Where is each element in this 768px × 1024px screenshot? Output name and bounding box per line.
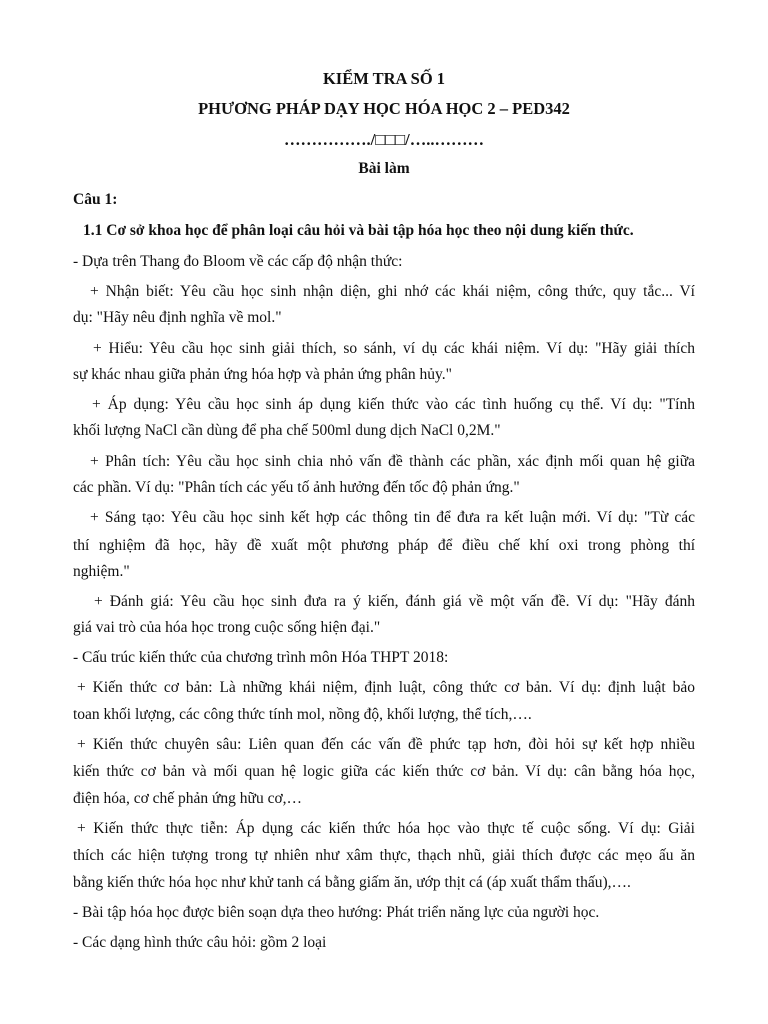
paragraph-line: toan khối lượng, các công thức tính mol, nồng độ, khối lượng, thể tích,…. — [73, 706, 532, 723]
paragraph-line: + Hiểu: Yêu cầu học sinh giải thích, so sánh, ví dụ các khái niệm. Ví dụ: "Hãy giải thích — [93, 340, 695, 357]
paragraph-line: thích các hiện tượng trong tự nhiên như xâm thực, thạch nhũ, giải thích được các mẹo ấu ăn — [73, 847, 695, 864]
paragraph-line: sự khác nhau giữa phản ứng hóa hợp và phản ứng phân hủy." — [73, 366, 453, 383]
paragraph-line: - Cấu trúc kiến thức của chương trình môn Hóa THPT 2018: — [73, 649, 449, 666]
paragraph-line: - Dựa trên Thang đo Bloom về các cấp độ nhận thức: — [73, 253, 403, 270]
paragraph-line: - Bài tập hóa học được biên soạn dựa theo hướng: Phát triển năng lực của người học. — [73, 904, 600, 921]
paragraph-line: + Kiến thức chuyên sâu: Liên quan đến các vấn đề phức tạp hơn, đòi hỏi sự kết hợp nhiều — [77, 736, 695, 753]
paragraph-line: dụ: "Hãy nêu định nghĩa về mol." — [73, 309, 282, 326]
paragraph-line: + Sáng tạo: Yêu cầu học sinh kết hợp các thông tin để đưa ra kết luận mới. Ví dụ: "Từ các — [90, 509, 695, 526]
doc-title: KIỂM TRA SỐ 1 — [322, 69, 446, 88]
paragraph-line: + Nhận biết: Yêu cầu học sinh nhận diện, ghi nhớ các khái niệm, công thức, quy tắc... Ví — [90, 283, 695, 300]
paragraph-line: + Phân tích: Yêu cầu học sinh chia nhỏ vấn đề thành các phần, xác định mối quan hệ giữa — [90, 453, 695, 470]
paragraph-line: các phần. Ví dụ: "Phân tích các yếu tố ảnh hưởng đến tốc độ phản ứng." — [73, 479, 520, 496]
section-heading: 1.1 Cơ sở khoa học để phân loại câu hỏi và bài tập hóa học theo nội dung kiến thức. — [83, 222, 634, 239]
paragraph-line: + Đánh giá: Yêu cầu học sinh đưa ra ý kiến, đánh giá về một vấn đề. Ví dụ: "Hãy đánh — [94, 593, 695, 610]
paragraph-line: - Các dạng hình thức câu hỏi: gồm 2 loại — [73, 934, 327, 951]
paragraph-line: điện hóa, cơ chế phản ứng hữu cơ,… — [73, 790, 303, 807]
paragraph-line: thí nghiệm đã học, hãy đề xuất một phương pháp để điều chế khí oxi trong phòng thí — [73, 537, 695, 554]
question-label: Câu 1: — [73, 191, 118, 208]
paragraph-line: + Kiến thức thực tiễn: Áp dụng các kiến thức hóa học vào thực tế cuộc sống. Ví dụ: Giải — [77, 820, 695, 837]
paragraph-line: khối lượng NaCl cần dùng để pha chế 500ml dung dịch NaCl 0,2M." — [73, 422, 501, 439]
course-title: PHƯƠNG PHÁP DẠY HỌC HÓA HỌC 2 – PED342 — [198, 99, 570, 118]
paragraph-line: bằng kiến thức hóa học như khử tanh cá bằng giấm ăn, ướp thịt cá (áp xuất thẩm thấu),…. — [73, 874, 631, 891]
date-line: ……………./□□□/…..……… — [284, 130, 484, 149]
paragraph-line: + Kiến thức cơ bản: Là những khái niệm, định luật, công thức cơ bản. Ví dụ: định luật bảo — [77, 679, 695, 696]
paragraph-line: giá vai trò của hóa học trong cuộc sống hiện đại." — [73, 619, 381, 636]
paragraph-line: + Áp dụng: Yêu cầu học sinh áp dụng kiến thức vào các tình huống cụ thể. Ví dụ: "Tính — [92, 396, 695, 413]
paragraph-line: nghiệm." — [73, 563, 130, 580]
section-subtitle: Bài làm — [358, 160, 410, 177]
paragraph-line: kiến thức cơ bản và mối quan hệ logic giữa các kiến thức cơ bản. Ví dụ: cân bằng hóa học, — [73, 763, 695, 780]
